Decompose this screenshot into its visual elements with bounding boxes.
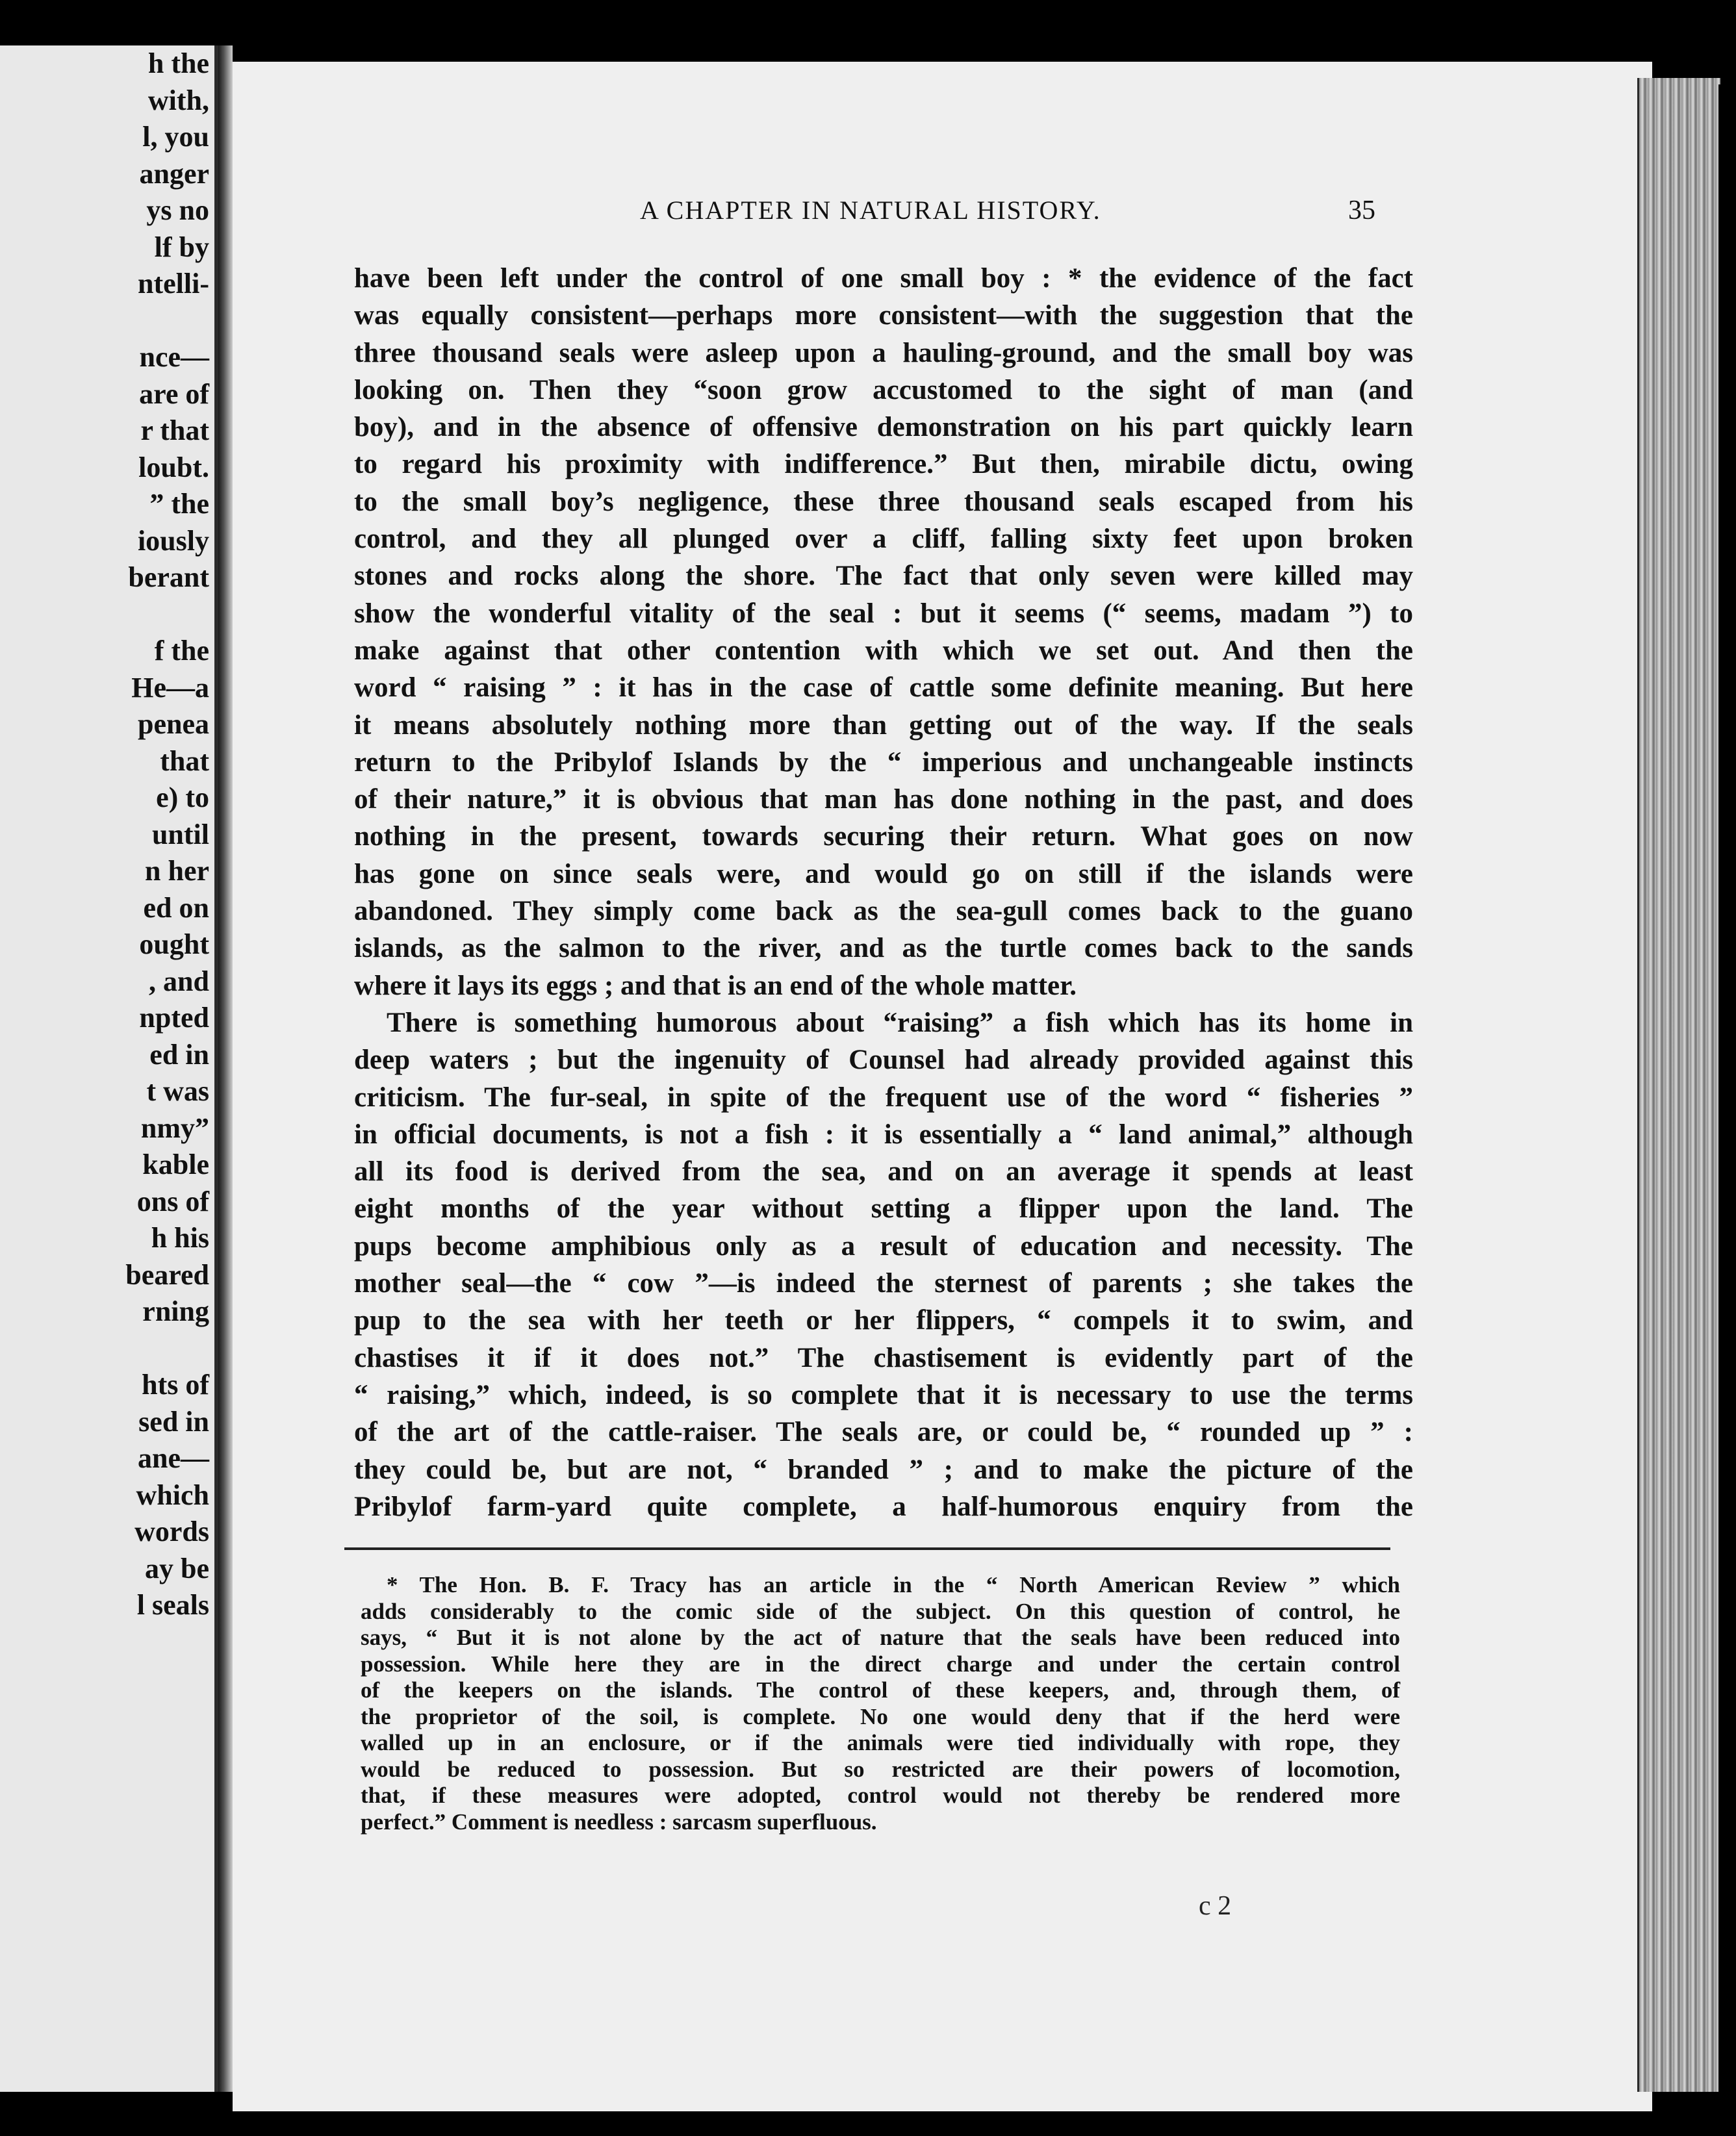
facing-line: rning — [142, 1295, 209, 1327]
text-line: to regard his proximity with indifference.” But then, mirabile dictu, owing — [354, 449, 1413, 480]
footnote-line: * The Hon. B. F. Tracy has an article in the “ North American Review ” which — [387, 1572, 1400, 1597]
text-line: eight months of the year without setting a flipper upon the land. The — [354, 1193, 1413, 1225]
facing-line: , and — [149, 965, 209, 997]
text-line: islands, as the salmon to the river, and as the turtle comes back to the sands — [354, 933, 1413, 964]
text-line: was equally consistent—perhaps more consistent—with the suggestion that the — [354, 300, 1413, 331]
text-line: of their nature,” it is obvious that man has done nothing in the past, and does — [354, 784, 1413, 815]
running-head: A CHAPTER IN NATURAL HISTORY. — [640, 196, 1101, 225]
facing-line: beared — [125, 1258, 209, 1291]
text-line: pups become amphibious only as a result of education and necessity. The — [354, 1230, 1413, 1262]
text-line: make against that other contention with which we set out. And then the — [354, 635, 1413, 666]
facing-line: n her — [145, 855, 209, 887]
text-line: have been left under the control of one small boy : * the evidence of the fact — [354, 263, 1413, 294]
footnote — [361, 1572, 1400, 1835]
footnote-line: would be reduced to possession. But so restricted are their powers of locomotion, — [361, 1756, 1400, 1782]
facing-line: kable — [142, 1149, 209, 1180]
facing-line — [125, 303, 209, 340]
facing-line: f the — [154, 635, 209, 667]
page-edges — [1637, 78, 1720, 2092]
text-line: boy), and in the absence of offensive demonstration on his part quickly learn — [354, 412, 1413, 443]
text-line: three thousand seals were asleep upon a hauling-ground, and the small boy was — [354, 337, 1413, 368]
facing-line: l, you — [142, 121, 209, 153]
facing-line: iously — [137, 524, 209, 557]
text-line: return to the Pribylof Islands by the “ imperious and unchangeable instincts — [354, 746, 1413, 778]
footnote-line: perfect.” Comment is needless : sarcasm superfluous. — [361, 1809, 877, 1835]
footnote-line: adds considerably to the comic side of the subject. On this question of control, he — [361, 1598, 1400, 1624]
facing-line: which — [136, 1479, 209, 1511]
facing-line: hts of — [142, 1369, 209, 1401]
facing-line: r that — [140, 414, 209, 446]
text-line: chastises it if it does not.” The chastisement is evidently part of the — [354, 1342, 1413, 1373]
facing-line: nce— — [139, 341, 209, 373]
facing-line: penea — [138, 708, 209, 740]
text-line: of the art of the cattle-raiser. The seals are, or could be, “ rounded up ” : — [354, 1417, 1413, 1448]
facing-line: ought — [139, 928, 209, 960]
facing-page-text — [125, 45, 209, 1624]
facing-line: ane— — [138, 1442, 209, 1474]
facing-line: h his — [151, 1222, 209, 1254]
text-line: all its food is derived from the sea, and on an average it spends at least — [354, 1156, 1413, 1188]
facing-line: lf by — [154, 231, 209, 263]
facing-line: h the — [147, 47, 209, 79]
text-line: deep waters ; but the ingenuity of Counsel had already provided against this — [354, 1045, 1413, 1076]
footnote-line: that, if these measures were adopted, control would not thereby be rendered more — [361, 1783, 1400, 1808]
facing-line: ons of — [136, 1185, 209, 1217]
facing-line: that — [160, 744, 209, 777]
text-line: stones and rocks along the shore. The fact that only seven were killed may — [354, 561, 1413, 592]
facing-line — [125, 1330, 209, 1367]
text-line: nothing in the present, towards securing their return. What goes on now — [354, 821, 1413, 852]
text-line: There is something humorous about “raising” a fish which has its home in — [387, 1007, 1413, 1038]
facing-line: anger — [139, 157, 209, 190]
signature-mark: c 2 — [1199, 1891, 1232, 1921]
text-line: show the wonderful vitality of the seal : but it seems (“ seems, madam ”) to — [354, 598, 1413, 629]
body-text — [354, 260, 1413, 1525]
facing-line: ntelli- — [138, 268, 209, 299]
footnote-line: possession. While here they are in the direct charge and under the certain control — [361, 1651, 1400, 1677]
text-line: pup to the sea with her teeth or her flippers, “ compels it to swim, and — [354, 1305, 1413, 1336]
text-line: abandoned. They simply come back as the sea-gull comes back to the guano — [354, 896, 1413, 927]
facing-page — [0, 45, 218, 2092]
page-number: 35 — [1348, 196, 1375, 225]
facing-line: ed in — [149, 1038, 209, 1071]
text-line: criticism. The fur-seal, in spite of the frequent use of the word “ fisheries ” — [354, 1082, 1413, 1113]
facing-line: l seals — [136, 1589, 209, 1621]
text-line: Pribylof farm-yard quite complete, a half-humorous enquiry from the — [354, 1491, 1413, 1522]
text-line: to the small boy’s negligence, these three thousand seals escaped from his — [354, 486, 1413, 517]
facing-line: ed on — [143, 891, 209, 924]
page-edges-shadow — [1718, 84, 1736, 2098]
text-line: control, and they all plunged over a cliff, falling sixty feet upon broken — [354, 524, 1413, 555]
facing-line: are of — [139, 377, 209, 410]
footnote-line: of the keepers on the islands. The control of these keepers, and, through them, of — [361, 1677, 1400, 1703]
text-line: has gone on since seals were, and would go on still if the islands were — [354, 858, 1413, 889]
footnote-line: says, “ But it is not alone by the act of nature that the seals have been reduced into — [361, 1625, 1400, 1650]
facing-line: ” the — [149, 488, 209, 520]
facing-line: with, — [147, 84, 209, 116]
facing-line: t was — [146, 1075, 209, 1107]
facing-line: loubt. — [138, 451, 209, 483]
facing-line: npted — [139, 1002, 209, 1034]
facing-line: ay be — [145, 1552, 209, 1584]
text-line: in official documents, is not a fish : it is essentially a “ land animal,” although — [354, 1119, 1413, 1150]
text-line: word “ raising ” : it has in the case of cattle some definite meaning. But here — [354, 672, 1413, 704]
facing-line — [125, 596, 209, 633]
text-line: looking on. Then they “soon grow accustomed to the sight of man (and — [354, 374, 1413, 405]
text-line: “ raising,” which, indeed, is so complete that it is necessary to use the terms — [354, 1379, 1413, 1410]
facing-line: ys no — [146, 194, 209, 226]
footnote-rule — [344, 1547, 1390, 1550]
footnote-line: the proprietor of the soil, is complete. No one would deny that if the herd were — [361, 1703, 1400, 1729]
facing-line: words — [134, 1516, 209, 1547]
text-line: where it lays its eggs ; and that is an end of the whole matter. — [354, 970, 1077, 1001]
facing-line: nmy” — [140, 1112, 209, 1144]
facing-line: sed in — [138, 1405, 209, 1438]
text-line: mother seal—the “ cow ”—is indeed the sternest of parents ; she takes the — [354, 1268, 1413, 1299]
text-line: it means absolutely nothing more than getting out of the way. If the seals — [354, 709, 1413, 741]
facing-line: until — [151, 818, 209, 850]
facing-line: He—a — [131, 671, 209, 704]
text-line: they could be, but are not, “ branded ” ; and to make the picture of the — [354, 1454, 1413, 1485]
facing-line: e) to — [156, 782, 209, 813]
footnote-line: walled up in an enclosure, or if the animals were tied individually with rope, they — [361, 1730, 1400, 1755]
book-gutter — [218, 45, 233, 2092]
facing-line: berant — [128, 561, 209, 593]
